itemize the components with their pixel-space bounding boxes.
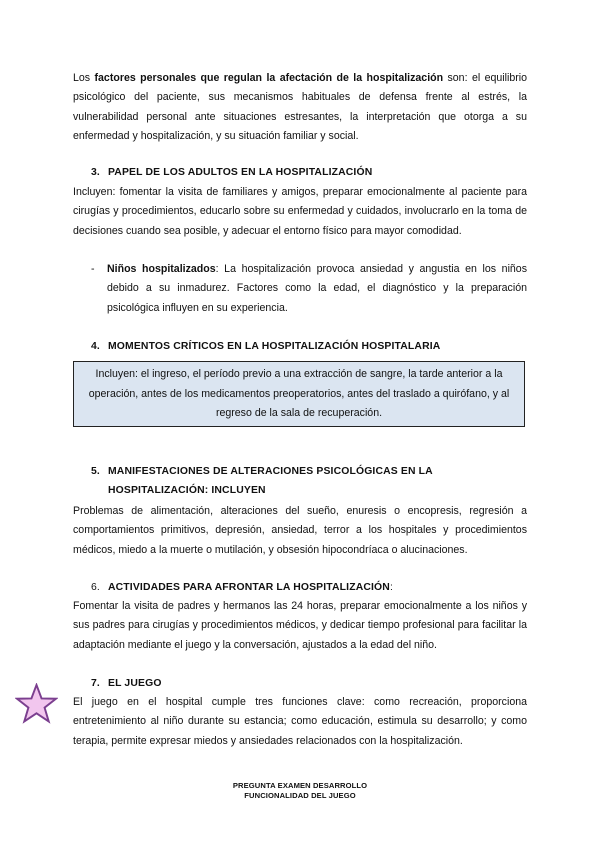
page-footer [0, 781, 600, 800]
footer-line1: PREGUNTA EXAMEN DESARROLLO [232, 781, 368, 790]
section-5-body: Problemas de alimentación, alteraciones del sueño, enuresis o encopresis, regresión a comportamientos primitivos, depresión, ansiedad, terror a los hospitales y procedimientos médicos, miedo a la muerte o mutilación, y obsesión hipocondríaca o alucinaciones. [73, 505, 527, 556]
intro-rest: son: el equilibrio psicológico del paciente, sus mecanismos habituales de defensa frente al estrés, la vulnerabilidad personal ante situaciones estresantes, la interpretación que otorga a su enfermedad y hospitalización, y su situación familiar y social. [73, 72, 528, 142]
section-6-colon: : [389, 582, 393, 593]
intro-bold: factores personales que regulan la afectación de la hospitalización [94, 72, 444, 84]
section-5-title-line2: HOSPITALIZACIÓN: INCLUYEN [108, 485, 266, 496]
section-6-number: 6. [91, 582, 100, 593]
section-7-title: EL JUEGO [108, 678, 162, 689]
section-5-number: 5. [91, 466, 100, 477]
star-shape [17, 685, 56, 722]
star-icon [15, 683, 58, 724]
section-7-body: El juego en el hospital cumple tres funciones clave: como recreación, proporciona entretenimiento al niño durante su estancia; como educación, estimula su desarrollo; y como terapia, permite expresar miedos y ansiedades relacionados con la hospitalización. [73, 696, 527, 747]
section-4-box [73, 361, 525, 427]
section-6-body: Fomentar la visita de padres y hermanos las 24 horas, preparar emocionalmente a los niños y sus padres para cirugías y procedimientos médicos, y dedicar tiempo profesional para facilitar la adaptación mediante el juego y la conversación, ajustados a la edad del niño. [73, 600, 527, 651]
section-6-heading [91, 578, 527, 597]
section-7-heading [91, 674, 527, 693]
bullet-rest: : La hospitalización provoca ansiedad y angustia en los niños debido a su inmadurez. Factores como la edad, el diagnóstico y la preparación psicológica influyen en su experiencia. [107, 263, 527, 314]
section-4-heading [91, 337, 527, 356]
section-5-title-line1: MANIFESTACIONES DE ALTERACIONES PSICOLÓGICAS EN LA [108, 466, 433, 477]
intro-lead: Los [73, 72, 95, 84]
bullet-marker: - [91, 263, 95, 275]
footer-line2: FUNCIONALIDAD DEL JUEGO [244, 790, 356, 800]
section-7-number: 7. [91, 678, 100, 689]
section-4-title: MOMENTOS CRÍTICOS EN LA HOSPITALIZACIÓN HOSPITALARIA [108, 341, 441, 352]
section-3-number: 3. [91, 167, 100, 178]
section-5-heading [91, 462, 527, 500]
bullet-ninos-hospitalizados [91, 260, 527, 318]
bullet-bold: Niños hospitalizados [107, 263, 216, 275]
section-4-box-text: Incluyen: el ingreso, el período previo a una extracción de sangre, la tarde anterior a la operación, antes de los medicamentos preoperatorios, antes del traslado a quirófano, y al regreso de la sala de recuperación. [88, 368, 510, 419]
intro-paragraph [73, 69, 527, 146]
section-3-heading [91, 163, 527, 182]
section-6-title: ACTIVIDADES PARA AFRONTAR LA HOSPITALIZACIÓN [108, 582, 390, 593]
section-3-title: PAPEL DE LOS ADULTOS EN LA HOSPITALIZACIÓN [108, 167, 373, 178]
section-3-body: Incluyen: fomentar la visita de familiares y amigos, preparar emocionalmente al paciente para cirugías y procedimientos, educarlo sobre su enfermedad y cuidados, involucrarlo en la toma de decisiones cuando sea posible, y adecuar el entorno físico para mayor comodidad. [73, 186, 527, 237]
section-4-number: 4. [91, 341, 100, 352]
